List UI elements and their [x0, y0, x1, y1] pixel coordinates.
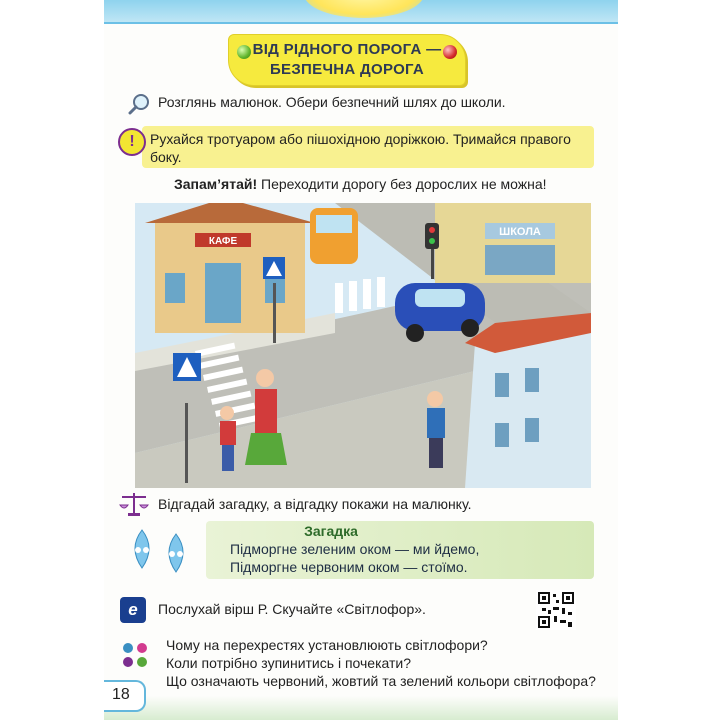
question-item: Чому на перехрестях установлюють світлофори?	[166, 637, 488, 653]
bus	[310, 208, 358, 264]
riddle-prompt: Відгадай загадку, а відгадку покажи на малюнку.	[158, 496, 472, 512]
remember-text: Переходити дорогу без дорослих не можна!	[257, 176, 547, 192]
cafe-sign: КАФЕ	[208, 236, 238, 247]
remember-label: Запам’ятай!	[174, 176, 258, 192]
water-drop-characters-icon	[122, 528, 200, 574]
cafe-building	[145, 203, 315, 333]
qr-code[interactable]	[536, 590, 576, 630]
question-item: Коли потрібно зупинитись і почекати?	[166, 655, 412, 671]
question-list	[166, 636, 596, 690]
page-number-box	[104, 680, 146, 712]
crossroad-illustration	[135, 203, 591, 488]
questions-people-icon	[120, 640, 150, 670]
right-building	[465, 313, 591, 488]
riddle-line-1: Підморгне зеленим оком — ми йдемо,	[230, 541, 480, 557]
magnifier-icon	[128, 93, 150, 115]
internet-icon: e	[120, 597, 146, 623]
question-item: Що означають червоний, жовтий та зелений кольори світлофора?	[166, 673, 596, 689]
bottom-green-band	[104, 696, 618, 720]
lesson-title-banner	[228, 34, 466, 86]
rule-box	[142, 126, 594, 168]
listen-instruction: Послухай вірш Р. Скучайте «Світлофор».	[158, 601, 426, 617]
page-number: 18	[112, 686, 130, 703]
textbook-page	[104, 0, 618, 720]
riddle-line-2: Підморгне червоним оком — стоїмо.	[230, 559, 468, 575]
riddle-box	[206, 521, 594, 579]
lesson-title-line2: БЕЗПЕЧНА ДОРОГА	[269, 61, 425, 78]
lesson-title-line1: ВІД РІДНОГО ПОРОГА —	[252, 41, 442, 58]
look-instruction: Розглянь малюнок. Обери безпечний шлях до школи.	[158, 94, 506, 110]
school-building	[435, 203, 591, 283]
remember-note	[174, 176, 547, 192]
riddle-title: Загадка	[304, 523, 358, 539]
rule-text: Рухайся тротуаром або пішохідною доріжкою. Тримайся правого боку.	[150, 131, 571, 165]
school-sign: ШКОЛА	[499, 226, 541, 238]
exclamation-icon: !	[118, 128, 146, 156]
scales-icon	[118, 491, 150, 517]
